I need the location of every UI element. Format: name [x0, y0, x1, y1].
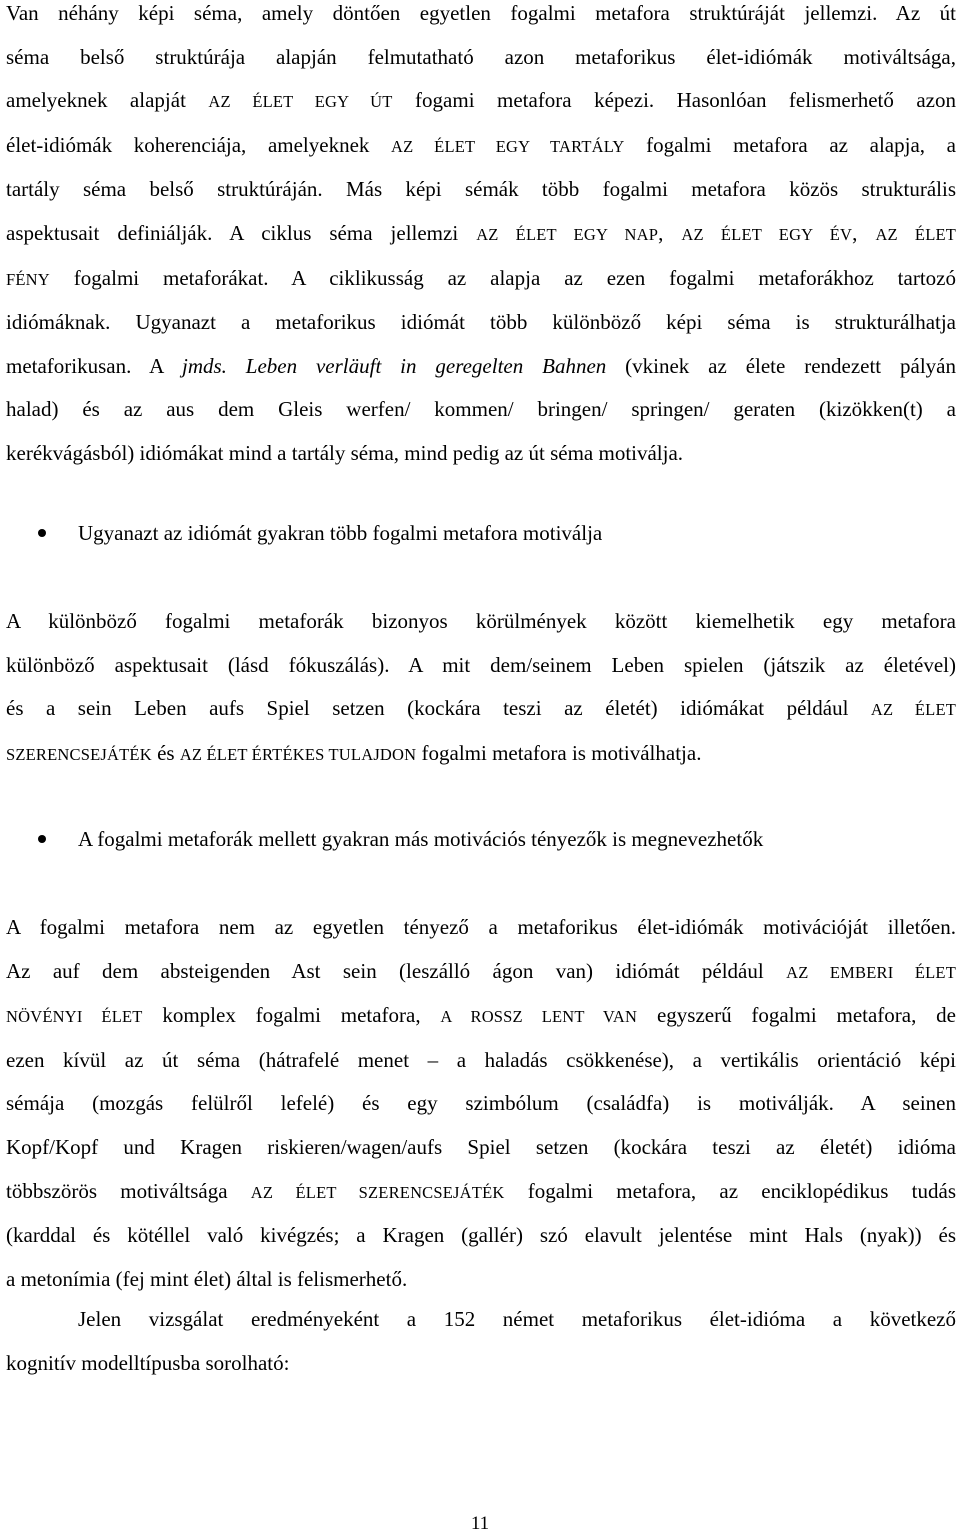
paragraph-3 [6, 906, 956, 1301]
paragraph-1 [6, 0, 956, 476]
paragraph-4 [6, 1298, 956, 1385]
text-line: NÖVÉNYI ÉLET komplex fogalmi metafora, A ROSSZ LENT VAN egyszerű fogalmi metafora, de [6, 1003, 956, 1028]
text-line: séma belső struktúrája alapján felmutatható azon metaforikus élet-idiómák motiváltsága, [6, 44, 956, 69]
text-line: sémája (mozgás felülről lefelé) és egy szimbólum (családfa) is motiválják. A seinen [6, 1091, 956, 1116]
text-line: A különböző fogalmi metaforák bizonyos körülmények között kiemelhetik egy metafora [6, 609, 956, 633]
text-line: Jelen vizsgálat eredményeként a 152 német metaforikus élet-idióma a következő [78, 1307, 956, 1331]
text-line: és a sein Leben aufs Spiel setzen (kockára teszi az életét) idiómákat például AZ ÉLET [6, 696, 956, 721]
text-line: kognitív modelltípusba sorolható: [6, 1350, 290, 1375]
text-line: ezen kívül az út séma (hátrafelé menet – a haladás csökkenése), a vertikális orientáció képi [6, 1047, 956, 1072]
text-line: különböző aspektusait (lásd fókuszálás). A mit dem/seinem Leben spielen (játszik az életével) [6, 652, 956, 677]
text-line: (karddal és kötéllel való kivégzés; a Kragen (gallér) szó elavult jelentése mint Hals (nyak)) és [6, 1223, 956, 1248]
text-line: aspektusait definiálják. A ciklus séma jellemzi AZ ÉLET EGY NAP, AZ ÉLET EGY ÉV, AZ ÉLET [6, 220, 957, 245]
bullet-text: Ugyanazt az idiómát gyakran több fogalmi metafora motiválja [78, 521, 603, 545]
page-number: 11 [470, 1513, 490, 1534]
text-line: FÉNY fogalmi metaforákat. A ciklikusság az alapja az ezen fogalmi metaforákhoz tartozó [6, 265, 956, 290]
text-line: Kopf/Kopf und Kragen riskieren/wagen/aufs Spiel setzen (kockára teszi az életét) idióma [6, 1134, 956, 1159]
text-line: A fogalmi metafora nem az egyetlen tényező a metaforikus élet-idiómák motivációját illetően. [6, 915, 956, 939]
text-line: élet-idiómák koherenciája, amelyeknek AZ ÉLET EGY TARTÁLY fogalmi metafora az alapja, a [6, 132, 956, 157]
text-line: amelyeknek alapját AZ ÉLET EGY ÚT fogami metafora képezi. Hasonlóan felismerhető azon [6, 88, 957, 113]
text-line: többszörös motiváltsága AZ ÉLET SZERENCSEJÁTÉK fogalmi metafora, az enciklopédikus tudás [6, 1178, 956, 1203]
text-line: a metonímia (fej mint élet) által is felismerhető. [6, 1266, 408, 1291]
text-line: idiómáknak. Ugyanazt a metaforikus idiómát több különböző képi séma is strukturálhatja [6, 310, 956, 335]
text-line: Van néhány képi séma, amely döntően egyetlen fogalmi metafora struktúráját jellemzi. Az út [6, 1, 956, 25]
bullet-text: A fogalmi metaforák mellett gyakran más motivációs tényezők is megnevezhetők [78, 827, 764, 851]
bullet-icon [38, 529, 46, 537]
bullet-icon [38, 835, 46, 843]
text-line: SZERENCSEJÁTÉK és AZ ÉLET ÉRTÉKES TULAJDON fogalmi metafora is motiválhatja. [6, 740, 702, 765]
paragraph-2 [6, 600, 956, 776]
text-line: tartály séma belső struktúráján. Más képi sémák több fogalmi metafora közös strukturális [6, 177, 956, 202]
text-line: Az auf dem absteigenden Ast sein (leszálló ágon van) idiómát például AZ EMBERI ÉLET [6, 958, 956, 983]
text-line: kerékvágásból) idiómákat mind a tartály séma, mind pedig az út séma motiválja. [6, 440, 684, 465]
text-line: halad) és az aus dem Gleis werfen/ kommen/ bringen/ springen/ geraten (kizökken(t) a [6, 397, 956, 422]
text-line: metaforikusan. A jmds. Leben verläuft in geregelten Bahnen (vkinek az élete rendezett pályán [6, 353, 956, 378]
